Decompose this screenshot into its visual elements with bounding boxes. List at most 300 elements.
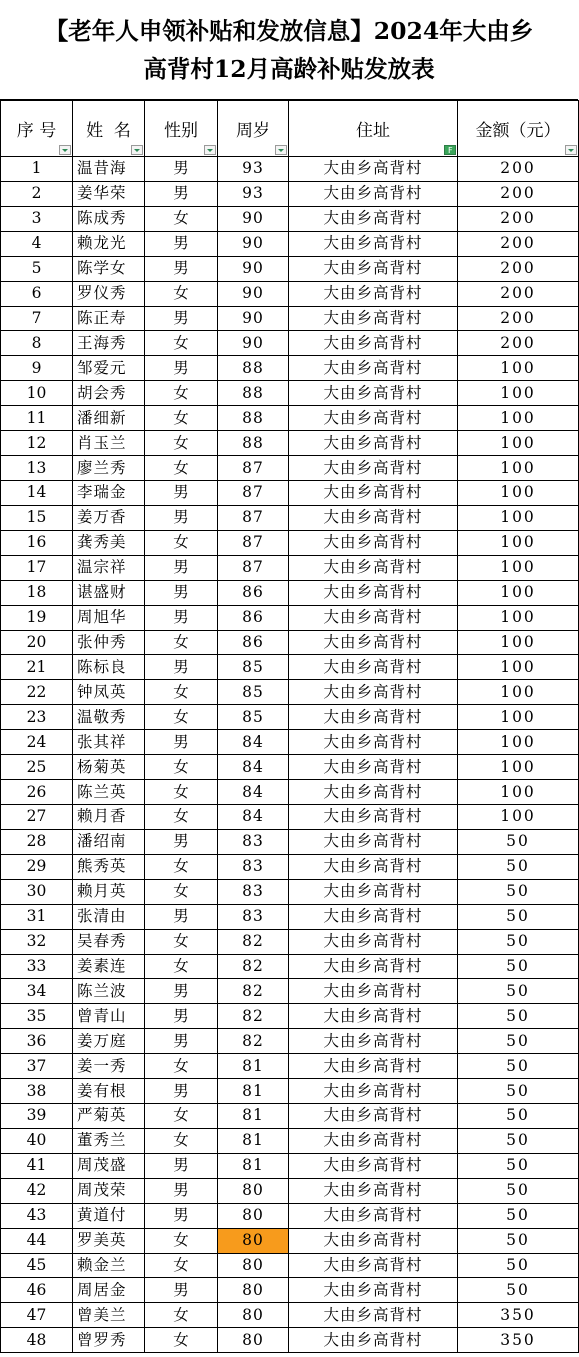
cell-person-name[interactable]: 黄道付: [73, 1203, 145, 1228]
cell-row-number[interactable]: 30: [1, 879, 73, 904]
cell-gender[interactable]: 男: [145, 231, 218, 256]
cell-row-number[interactable]: 4: [1, 231, 73, 256]
cell-amount[interactable]: 100: [458, 555, 579, 580]
cell-row-number[interactable]: 21: [1, 655, 73, 680]
cell-gender[interactable]: 男: [145, 505, 218, 530]
cell-gender[interactable]: 女: [145, 1128, 218, 1153]
cell-amount[interactable]: 100: [458, 381, 579, 406]
cell-amount[interactable]: 100: [458, 480, 579, 505]
cell-person-name[interactable]: 姜有根: [73, 1079, 145, 1104]
cell-address[interactable]: 大由乡高背村: [289, 456, 458, 481]
cell-age[interactable]: 85: [218, 705, 289, 730]
cell-amount[interactable]: 50: [458, 929, 579, 954]
cell-row-number[interactable]: 23: [1, 705, 73, 730]
cell-row-number[interactable]: 37: [1, 1054, 73, 1079]
cell-amount[interactable]: 50: [458, 829, 579, 854]
cell-amount[interactable]: 200: [458, 256, 579, 281]
cell-gender[interactable]: 女: [145, 780, 218, 805]
cell-address[interactable]: 大由乡高背村: [289, 406, 458, 431]
cell-person-name[interactable]: 张仲秀: [73, 630, 145, 655]
cell-amount[interactable]: 50: [458, 1203, 579, 1228]
header-cell-no[interactable]: [1, 101, 73, 157]
cell-amount[interactable]: 50: [458, 854, 579, 879]
cell-gender[interactable]: 女: [145, 406, 218, 431]
cell-person-name[interactable]: 周茂荣: [73, 1178, 145, 1203]
cell-age[interactable]: 84: [218, 755, 289, 780]
cell-address[interactable]: 大由乡高背村: [289, 979, 458, 1004]
cell-gender[interactable]: 女: [145, 206, 218, 231]
header-cell-address[interactable]: [289, 101, 458, 157]
cell-person-name[interactable]: 潘绍南: [73, 829, 145, 854]
cell-row-number[interactable]: 6: [1, 281, 73, 306]
cell-person-name[interactable]: 廖兰秀: [73, 456, 145, 481]
cell-amount[interactable]: 50: [458, 1054, 579, 1079]
cell-gender[interactable]: 女: [145, 1228, 218, 1253]
cell-age[interactable]: 83: [218, 854, 289, 879]
cell-address[interactable]: 大由乡高背村: [289, 331, 458, 356]
cell-address[interactable]: 大由乡高背村: [289, 1203, 458, 1228]
cell-address[interactable]: 大由乡高背村: [289, 356, 458, 381]
cell-address[interactable]: 大由乡高背村: [289, 555, 458, 580]
cell-gender[interactable]: 女: [145, 804, 218, 829]
cell-gender[interactable]: 女: [145, 1104, 218, 1129]
cell-amount[interactable]: 200: [458, 281, 579, 306]
cell-gender[interactable]: 男: [145, 306, 218, 331]
cell-row-number[interactable]: 15: [1, 505, 73, 530]
cell-address[interactable]: 大由乡高背村: [289, 780, 458, 805]
cell-row-number[interactable]: 3: [1, 206, 73, 231]
cell-address[interactable]: 大由乡高背村: [289, 1303, 458, 1328]
cell-row-number[interactable]: 1: [1, 157, 73, 182]
cell-person-name[interactable]: 陈兰波: [73, 979, 145, 1004]
header-cell-sex[interactable]: [145, 101, 218, 157]
cell-gender[interactable]: 男: [145, 580, 218, 605]
cell-person-name[interactable]: 胡会秀: [73, 381, 145, 406]
filter-dropdown-icon[interactable]: [204, 145, 216, 155]
cell-address[interactable]: 大由乡高背村: [289, 954, 458, 979]
cell-person-name[interactable]: 周居金: [73, 1278, 145, 1303]
cell-address[interactable]: 大由乡高背村: [289, 580, 458, 605]
cell-person-name[interactable]: 陈成秀: [73, 206, 145, 231]
cell-amount[interactable]: 50: [458, 1104, 579, 1129]
cell-age[interactable]: 93: [218, 181, 289, 206]
cell-amount[interactable]: 100: [458, 630, 579, 655]
cell-age[interactable]: 84: [218, 804, 289, 829]
cell-row-number[interactable]: 10: [1, 381, 73, 406]
cell-address[interactable]: 大由乡高背村: [289, 530, 458, 555]
cell-row-number[interactable]: 27: [1, 804, 73, 829]
cell-person-name[interactable]: 李瑞金: [73, 480, 145, 505]
cell-row-number[interactable]: 39: [1, 1104, 73, 1129]
cell-address[interactable]: 大由乡高背村: [289, 1328, 458, 1353]
cell-age[interactable]: 86: [218, 605, 289, 630]
cell-row-number[interactable]: 28: [1, 829, 73, 854]
cell-person-name[interactable]: 杨菊英: [73, 755, 145, 780]
cell-row-number[interactable]: 45: [1, 1253, 73, 1278]
cell-address[interactable]: 大由乡高背村: [289, 206, 458, 231]
cell-age[interactable]: 86: [218, 580, 289, 605]
cell-person-name[interactable]: 陈兰英: [73, 780, 145, 805]
cell-age[interactable]: 87: [218, 530, 289, 555]
cell-row-number[interactable]: 46: [1, 1278, 73, 1303]
cell-person-name[interactable]: 钟凤英: [73, 680, 145, 705]
header-cell-age[interactable]: [218, 101, 289, 157]
cell-row-number[interactable]: 31: [1, 904, 73, 929]
cell-row-number[interactable]: 32: [1, 929, 73, 954]
cell-gender[interactable]: 男: [145, 1178, 218, 1203]
cell-age[interactable]: 83: [218, 904, 289, 929]
cell-amount[interactable]: 100: [458, 804, 579, 829]
cell-person-name[interactable]: 潘细新: [73, 406, 145, 431]
filter-dropdown-icon[interactable]: [565, 145, 577, 155]
cell-address[interactable]: 大由乡高背村: [289, 829, 458, 854]
cell-gender[interactable]: 男: [145, 356, 218, 381]
cell-amount[interactable]: 100: [458, 605, 579, 630]
cell-address[interactable]: 大由乡高背村: [289, 1104, 458, 1129]
cell-person-name[interactable]: 曾罗秀: [73, 1328, 145, 1353]
cell-person-name[interactable]: 吴春秀: [73, 929, 145, 954]
cell-gender[interactable]: 女: [145, 530, 218, 555]
cell-person-name[interactable]: 赖龙光: [73, 231, 145, 256]
cell-person-name[interactable]: 周茂盛: [73, 1153, 145, 1178]
cell-gender[interactable]: 女: [145, 879, 218, 904]
cell-address[interactable]: 大由乡高背村: [289, 755, 458, 780]
cell-age[interactable]: 81: [218, 1128, 289, 1153]
cell-amount[interactable]: 350: [458, 1303, 579, 1328]
cell-row-number[interactable]: 38: [1, 1079, 73, 1104]
cell-row-number[interactable]: 43: [1, 1203, 73, 1228]
cell-address[interactable]: 大由乡高背村: [289, 431, 458, 456]
cell-gender[interactable]: 男: [145, 555, 218, 580]
cell-amount[interactable]: 100: [458, 680, 579, 705]
cell-gender[interactable]: 男: [145, 1203, 218, 1228]
cell-amount[interactable]: 50: [458, 1253, 579, 1278]
cell-address[interactable]: 大由乡高背村: [289, 281, 458, 306]
cell-amount[interactable]: 50: [458, 1079, 579, 1104]
cell-amount[interactable]: 200: [458, 231, 579, 256]
cell-age[interactable]: 83: [218, 829, 289, 854]
cell-address[interactable]: 大由乡高背村: [289, 181, 458, 206]
cell-row-number[interactable]: 12: [1, 431, 73, 456]
cell-age[interactable]: 87: [218, 555, 289, 580]
cell-address[interactable]: 大由乡高背村: [289, 804, 458, 829]
cell-gender[interactable]: 女: [145, 1054, 218, 1079]
cell-amount[interactable]: 200: [458, 157, 579, 182]
cell-row-number[interactable]: 40: [1, 1128, 73, 1153]
cell-address[interactable]: 大由乡高背村: [289, 1278, 458, 1303]
filter-active-icon[interactable]: [444, 145, 456, 155]
cell-person-name[interactable]: 严菊英: [73, 1104, 145, 1129]
cell-person-name[interactable]: 龚秀美: [73, 530, 145, 555]
cell-age[interactable]: 81: [218, 1104, 289, 1129]
cell-row-number[interactable]: 11: [1, 406, 73, 431]
cell-address[interactable]: 大由乡高背村: [289, 231, 458, 256]
cell-person-name[interactable]: 董秀兰: [73, 1128, 145, 1153]
cell-age[interactable]: 83: [218, 879, 289, 904]
header-cell-amount[interactable]: [458, 101, 579, 157]
cell-address[interactable]: 大由乡高背村: [289, 929, 458, 954]
cell-age[interactable]: 88: [218, 406, 289, 431]
cell-address[interactable]: 大由乡高背村: [289, 1178, 458, 1203]
cell-gender[interactable]: 女: [145, 755, 218, 780]
cell-person-name[interactable]: 王海秀: [73, 331, 145, 356]
cell-person-name[interactable]: 温宗祥: [73, 555, 145, 580]
cell-address[interactable]: 大由乡高背村: [289, 1029, 458, 1054]
cell-amount[interactable]: 50: [458, 979, 579, 1004]
cell-gender[interactable]: 男: [145, 655, 218, 680]
cell-age[interactable]: 82: [218, 954, 289, 979]
cell-gender[interactable]: 女: [145, 1328, 218, 1353]
cell-row-number[interactable]: 29: [1, 854, 73, 879]
cell-address[interactable]: 大由乡高背村: [289, 680, 458, 705]
cell-age[interactable]: 87: [218, 505, 289, 530]
cell-age[interactable]: 80: [218, 1253, 289, 1278]
cell-gender[interactable]: 男: [145, 829, 218, 854]
cell-amount[interactable]: 100: [458, 431, 579, 456]
cell-gender[interactable]: 男: [145, 1029, 218, 1054]
cell-amount[interactable]: 100: [458, 580, 579, 605]
cell-address[interactable]: 大由乡高背村: [289, 505, 458, 530]
cell-age[interactable]: 82: [218, 929, 289, 954]
cell-address[interactable]: 大由乡高背村: [289, 306, 458, 331]
cell-person-name[interactable]: 姜万庭: [73, 1029, 145, 1054]
cell-address[interactable]: 大由乡高背村: [289, 1004, 458, 1029]
cell-amount[interactable]: 50: [458, 1278, 579, 1303]
cell-gender[interactable]: 女: [145, 456, 218, 481]
cell-address[interactable]: 大由乡高背村: [289, 705, 458, 730]
cell-gender[interactable]: 女: [145, 1253, 218, 1278]
cell-amount[interactable]: 200: [458, 206, 579, 231]
cell-age[interactable]: 88: [218, 381, 289, 406]
cell-address[interactable]: 大由乡高背村: [289, 157, 458, 182]
cell-amount[interactable]: 50: [458, 879, 579, 904]
cell-gender[interactable]: 女: [145, 281, 218, 306]
cell-gender[interactable]: 男: [145, 1278, 218, 1303]
cell-gender[interactable]: 女: [145, 680, 218, 705]
cell-amount[interactable]: 50: [458, 1178, 579, 1203]
cell-row-number[interactable]: 5: [1, 256, 73, 281]
cell-person-name[interactable]: 赖月香: [73, 804, 145, 829]
cell-amount[interactable]: 100: [458, 505, 579, 530]
cell-age[interactable]: 90: [218, 306, 289, 331]
cell-gender[interactable]: 男: [145, 181, 218, 206]
cell-amount[interactable]: 100: [458, 530, 579, 555]
cell-address[interactable]: 大由乡高背村: [289, 1079, 458, 1104]
cell-age[interactable]: 90: [218, 281, 289, 306]
cell-age[interactable]: 82: [218, 1029, 289, 1054]
cell-row-number[interactable]: 16: [1, 530, 73, 555]
cell-row-number[interactable]: 18: [1, 580, 73, 605]
cell-row-number[interactable]: 25: [1, 755, 73, 780]
cell-row-number[interactable]: 7: [1, 306, 73, 331]
cell-person-name[interactable]: 邹爱元: [73, 356, 145, 381]
cell-amount[interactable]: 350: [458, 1328, 579, 1353]
cell-person-name[interactable]: 姜一秀: [73, 1054, 145, 1079]
filter-dropdown-icon[interactable]: [275, 145, 287, 155]
cell-gender[interactable]: 男: [145, 480, 218, 505]
cell-person-name[interactable]: 温敬秀: [73, 705, 145, 730]
cell-address[interactable]: 大由乡高背村: [289, 1128, 458, 1153]
cell-amount[interactable]: 200: [458, 181, 579, 206]
cell-person-name[interactable]: 谌盛财: [73, 580, 145, 605]
cell-person-name[interactable]: 姜万香: [73, 505, 145, 530]
cell-address[interactable]: 大由乡高背村: [289, 904, 458, 929]
cell-age[interactable]: 80: [218, 1178, 289, 1203]
cell-age[interactable]: 80: [218, 1203, 289, 1228]
cell-row-number[interactable]: 22: [1, 680, 73, 705]
cell-amount[interactable]: 100: [458, 730, 579, 755]
cell-amount[interactable]: 50: [458, 1004, 579, 1029]
cell-age[interactable]: 93: [218, 157, 289, 182]
cell-person-name[interactable]: 罗美英: [73, 1228, 145, 1253]
cell-person-name[interactable]: 赖金兰: [73, 1253, 145, 1278]
cell-gender[interactable]: 男: [145, 730, 218, 755]
cell-person-name[interactable]: 姜华荣: [73, 181, 145, 206]
filter-dropdown-icon[interactable]: [131, 145, 143, 155]
cell-row-number[interactable]: 41: [1, 1153, 73, 1178]
cell-address[interactable]: 大由乡高背村: [289, 605, 458, 630]
cell-row-number[interactable]: 42: [1, 1178, 73, 1203]
cell-address[interactable]: 大由乡高背村: [289, 630, 458, 655]
cell-age[interactable]: 85: [218, 680, 289, 705]
cell-address[interactable]: 大由乡高背村: [289, 1054, 458, 1079]
cell-age[interactable]: 88: [218, 431, 289, 456]
cell-person-name[interactable]: 姜素连: [73, 954, 145, 979]
cell-amount[interactable]: 200: [458, 331, 579, 356]
cell-age[interactable]: 87: [218, 480, 289, 505]
cell-amount[interactable]: 200: [458, 306, 579, 331]
cell-gender[interactable]: 女: [145, 954, 218, 979]
cell-person-name[interactable]: 陈正寿: [73, 306, 145, 331]
cell-row-number[interactable]: 8: [1, 331, 73, 356]
cell-age[interactable]: 82: [218, 1004, 289, 1029]
cell-gender[interactable]: 女: [145, 705, 218, 730]
cell-person-name[interactable]: 张清由: [73, 904, 145, 929]
cell-amount[interactable]: 50: [458, 1029, 579, 1054]
cell-person-name[interactable]: 陈学女: [73, 256, 145, 281]
cell-age[interactable]: 90: [218, 256, 289, 281]
cell-row-number[interactable]: 26: [1, 780, 73, 805]
cell-age[interactable]: 86: [218, 630, 289, 655]
cell-gender[interactable]: 女: [145, 630, 218, 655]
cell-amount[interactable]: 50: [458, 904, 579, 929]
cell-age[interactable]: 90: [218, 331, 289, 356]
cell-person-name[interactable]: 周旭华: [73, 605, 145, 630]
cell-address[interactable]: 大由乡高背村: [289, 1253, 458, 1278]
cell-age[interactable]: 81: [218, 1054, 289, 1079]
cell-row-number[interactable]: 13: [1, 456, 73, 481]
cell-amount[interactable]: 100: [458, 356, 579, 381]
cell-amount[interactable]: 50: [458, 1228, 579, 1253]
cell-row-number[interactable]: 33: [1, 954, 73, 979]
cell-address[interactable]: 大由乡高背村: [289, 381, 458, 406]
header-cell-name[interactable]: [73, 101, 145, 157]
cell-age[interactable]: 81: [218, 1153, 289, 1178]
cell-address[interactable]: 大由乡高背村: [289, 1153, 458, 1178]
cell-person-name[interactable]: 曾青山: [73, 1004, 145, 1029]
cell-address[interactable]: 大由乡高背村: [289, 256, 458, 281]
cell-age-highlighted[interactable]: 80: [218, 1228, 289, 1253]
filter-dropdown-icon[interactable]: [59, 145, 71, 155]
cell-amount[interactable]: 100: [458, 655, 579, 680]
cell-age[interactable]: 87: [218, 456, 289, 481]
cell-age[interactable]: 82: [218, 979, 289, 1004]
cell-address[interactable]: 大由乡高背村: [289, 854, 458, 879]
cell-age[interactable]: 80: [218, 1328, 289, 1353]
cell-person-name[interactable]: 熊秀英: [73, 854, 145, 879]
cell-gender[interactable]: 男: [145, 1079, 218, 1104]
cell-row-number[interactable]: 20: [1, 630, 73, 655]
cell-gender[interactable]: 女: [145, 431, 218, 456]
cell-age[interactable]: 80: [218, 1303, 289, 1328]
cell-address[interactable]: 大由乡高背村: [289, 1228, 458, 1253]
cell-age[interactable]: 90: [218, 206, 289, 231]
cell-gender[interactable]: 男: [145, 605, 218, 630]
cell-gender[interactable]: 女: [145, 331, 218, 356]
cell-age[interactable]: 84: [218, 780, 289, 805]
cell-gender[interactable]: 男: [145, 1153, 218, 1178]
cell-person-name[interactable]: 张其祥: [73, 730, 145, 755]
cell-amount[interactable]: 100: [458, 780, 579, 805]
cell-amount[interactable]: 50: [458, 1128, 579, 1153]
cell-row-number[interactable]: 47: [1, 1303, 73, 1328]
cell-person-name[interactable]: 肖玉兰: [73, 431, 145, 456]
cell-row-number[interactable]: 17: [1, 555, 73, 580]
cell-amount[interactable]: 100: [458, 456, 579, 481]
cell-age[interactable]: 84: [218, 730, 289, 755]
cell-gender[interactable]: 女: [145, 929, 218, 954]
cell-amount[interactable]: 100: [458, 755, 579, 780]
cell-person-name[interactable]: 罗仪秀: [73, 281, 145, 306]
cell-person-name[interactable]: 陈标良: [73, 655, 145, 680]
cell-gender[interactable]: 女: [145, 381, 218, 406]
cell-person-name[interactable]: 曾美兰: [73, 1303, 145, 1328]
cell-age[interactable]: 88: [218, 356, 289, 381]
cell-row-number[interactable]: 44: [1, 1228, 73, 1253]
cell-row-number[interactable]: 19: [1, 605, 73, 630]
cell-person-name[interactable]: 温昔海: [73, 157, 145, 182]
cell-gender[interactable]: 男: [145, 904, 218, 929]
cell-gender[interactable]: 男: [145, 256, 218, 281]
cell-row-number[interactable]: 24: [1, 730, 73, 755]
cell-address[interactable]: 大由乡高背村: [289, 730, 458, 755]
cell-gender[interactable]: 女: [145, 854, 218, 879]
cell-amount[interactable]: 50: [458, 1153, 579, 1178]
cell-row-number[interactable]: 2: [1, 181, 73, 206]
cell-amount[interactable]: 100: [458, 406, 579, 431]
cell-row-number[interactable]: 34: [1, 979, 73, 1004]
cell-row-number[interactable]: 36: [1, 1029, 73, 1054]
cell-gender[interactable]: 男: [145, 979, 218, 1004]
cell-row-number[interactable]: 35: [1, 1004, 73, 1029]
cell-gender[interactable]: 女: [145, 1303, 218, 1328]
cell-address[interactable]: 大由乡高背村: [289, 879, 458, 904]
cell-amount[interactable]: 50: [458, 954, 579, 979]
cell-row-number[interactable]: 9: [1, 356, 73, 381]
cell-address[interactable]: 大由乡高背村: [289, 480, 458, 505]
cell-person-name[interactable]: 赖月英: [73, 879, 145, 904]
cell-address[interactable]: 大由乡高背村: [289, 655, 458, 680]
cell-gender[interactable]: 男: [145, 1004, 218, 1029]
cell-age[interactable]: 81: [218, 1079, 289, 1104]
cell-row-number[interactable]: 14: [1, 480, 73, 505]
cell-age[interactable]: 90: [218, 231, 289, 256]
cell-amount[interactable]: 100: [458, 705, 579, 730]
cell-gender[interactable]: 男: [145, 157, 218, 182]
cell-row-number[interactable]: 48: [1, 1328, 73, 1353]
cell-age[interactable]: 85: [218, 655, 289, 680]
cell-age[interactable]: 80: [218, 1278, 289, 1303]
